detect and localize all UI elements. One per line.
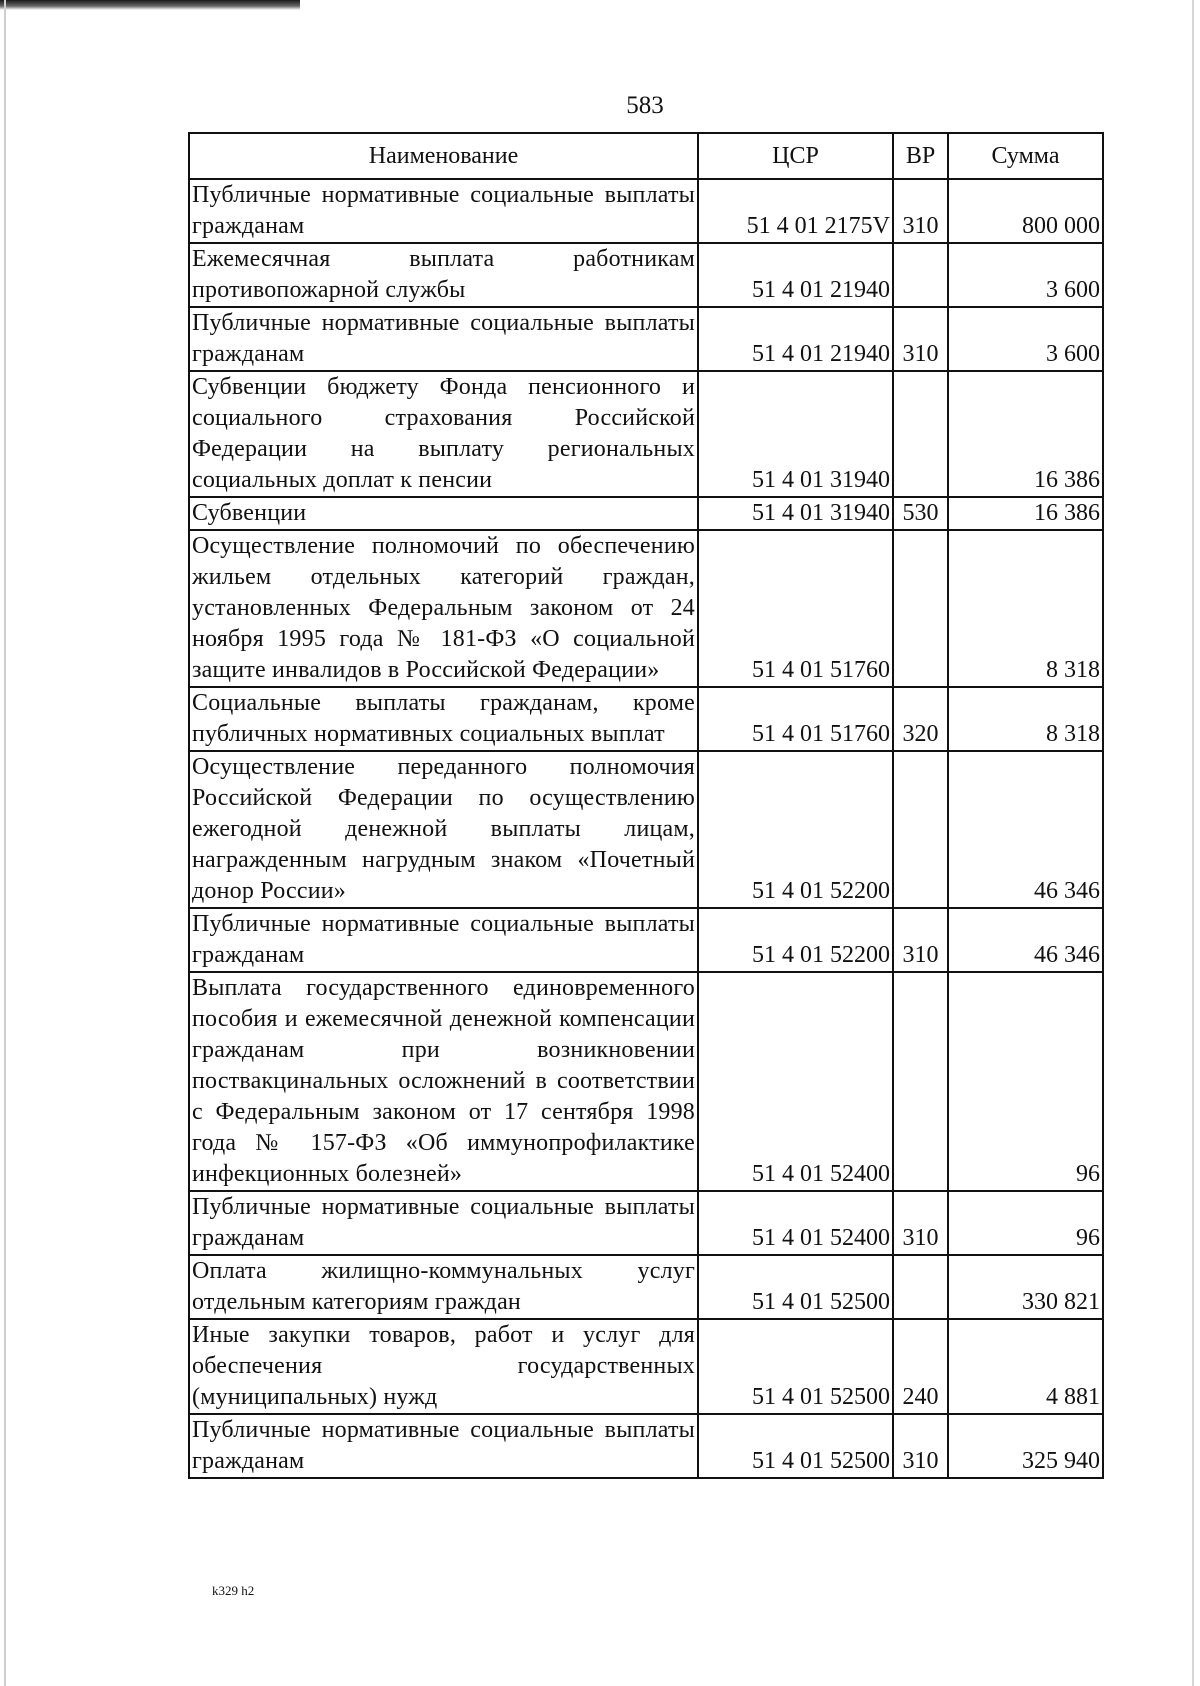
row-sum: 96 [948,972,1103,1191]
page-number: 583 [626,92,664,119]
row-sum: 3 600 [948,243,1103,307]
table-row [189,1255,1103,1319]
row-vr: 310 [893,1191,948,1255]
row-csr: 51 4 01 52200 [698,908,893,972]
table-header [189,133,1103,179]
table-row [189,687,1103,751]
row-name: Субвенции [189,497,698,530]
row-vr: 320 [893,687,948,751]
table-row [189,243,1103,307]
row-sum: 96 [948,1191,1103,1255]
table-row [189,497,1103,530]
row-csr: 51 4 01 51760 [698,687,893,751]
row-vr: 310 [893,1414,948,1478]
row-sum: 8 318 [948,687,1103,751]
row-csr: 51 4 01 31940 [698,497,893,530]
table-body [189,179,1103,1478]
table-row [189,751,1103,908]
row-csr: 51 4 01 52500 [698,1319,893,1414]
row-sum: 8 318 [948,530,1103,687]
table-row [189,371,1103,497]
table-row [189,1319,1103,1414]
footer-code: k329 h2 [212,1583,255,1598]
row-name: Иные закупки товаров, работ и услуг для обеспечения государственных (муниципальных) нужд [189,1319,698,1414]
row-name: Ежемесячная выплата работникам противопожарной службы [189,243,698,307]
row-vr: 310 [893,908,948,972]
row-sum: 800 000 [948,179,1103,243]
row-vr: 530 [893,497,948,530]
row-name: Публичные нормативные социальные выплаты гражданам [189,179,698,243]
table-row [189,1414,1103,1478]
row-vr [893,972,948,1191]
table-row [189,908,1103,972]
row-csr: 51 4 01 31940 [698,371,893,497]
header-row [189,133,1103,179]
row-name: Субвенции бюджету Фонда пенсионного и социального страхования Российской Федерации на выплату региональных социальных доплат к пенсии [189,371,698,497]
row-name: Оплата жилищно-коммунальных услуг отдельным категориям граждан [189,1255,698,1319]
row-sum: 330 821 [948,1255,1103,1319]
table-row [189,530,1103,687]
scan-edge-right [1192,0,1194,1686]
row-csr: 51 4 01 52500 [698,1255,893,1319]
row-sum: 3 600 [948,307,1103,371]
row-vr: 310 [893,307,948,371]
row-vr [893,243,948,307]
row-vr: 240 [893,1319,948,1414]
row-name: Публичные нормативные социальные выплаты гражданам [189,1414,698,1478]
header-csr: ЦСР [698,133,893,179]
budget-table [188,132,1104,1479]
row-csr: 51 4 01 2175V [698,179,893,243]
row-sum: 4 881 [948,1319,1103,1414]
row-vr [893,530,948,687]
row-csr: 51 4 01 21940 [698,307,893,371]
row-name: Публичные нормативные социальные выплаты гражданам [189,1191,698,1255]
row-csr: 51 4 01 21940 [698,243,893,307]
row-sum: 325 940 [948,1414,1103,1478]
header-vr: ВР [893,133,948,179]
header-sum: Сумма [948,133,1103,179]
row-vr: 310 [893,179,948,243]
scan-edge-top [0,0,300,10]
table-row [189,179,1103,243]
header-name: Наименование [189,133,698,179]
row-csr: 51 4 01 52500 [698,1414,893,1478]
row-sum: 46 346 [948,751,1103,908]
row-sum: 16 386 [948,497,1103,530]
scan-edge-left [4,0,6,1686]
row-name: Социальные выплаты гражданам, кроме публичных нормативных социальных выплат [189,687,698,751]
row-name: Выплата государственного единовременного пособия и ежемесячной денежной компенсации гражданам при возникновении поствакцинальных осложнений в соответствии с Федеральным законом от 17 сентября 1998 года № 157-ФЗ «Об иммунопрофилактике инфекционных болезней» [189,972,698,1191]
row-sum: 16 386 [948,371,1103,497]
row-vr [893,1255,948,1319]
table-row [189,972,1103,1191]
row-vr [893,371,948,497]
table-row [189,1191,1103,1255]
row-vr [893,751,948,908]
row-name: Осуществление полномочий по обеспечению жильем отдельных категорий граждан, установленных Федеральным законом от 24 ноября 1995 года № 181-ФЗ «О социальной защите инвалидов в Российской Федерации» [189,530,698,687]
row-sum: 46 346 [948,908,1103,972]
row-csr: 51 4 01 52200 [698,751,893,908]
row-name: Осуществление переданного полномочия Российской Федерации по осуществлению ежегодной денежной выплаты лицам, награжденным нагрудным знаком «Почетный донор России» [189,751,698,908]
row-csr: 51 4 01 52400 [698,972,893,1191]
row-name: Публичные нормативные социальные выплаты гражданам [189,307,698,371]
row-name: Публичные нормативные социальные выплаты гражданам [189,908,698,972]
table-row [189,307,1103,371]
row-csr: 51 4 01 52400 [698,1191,893,1255]
row-csr: 51 4 01 51760 [698,530,893,687]
